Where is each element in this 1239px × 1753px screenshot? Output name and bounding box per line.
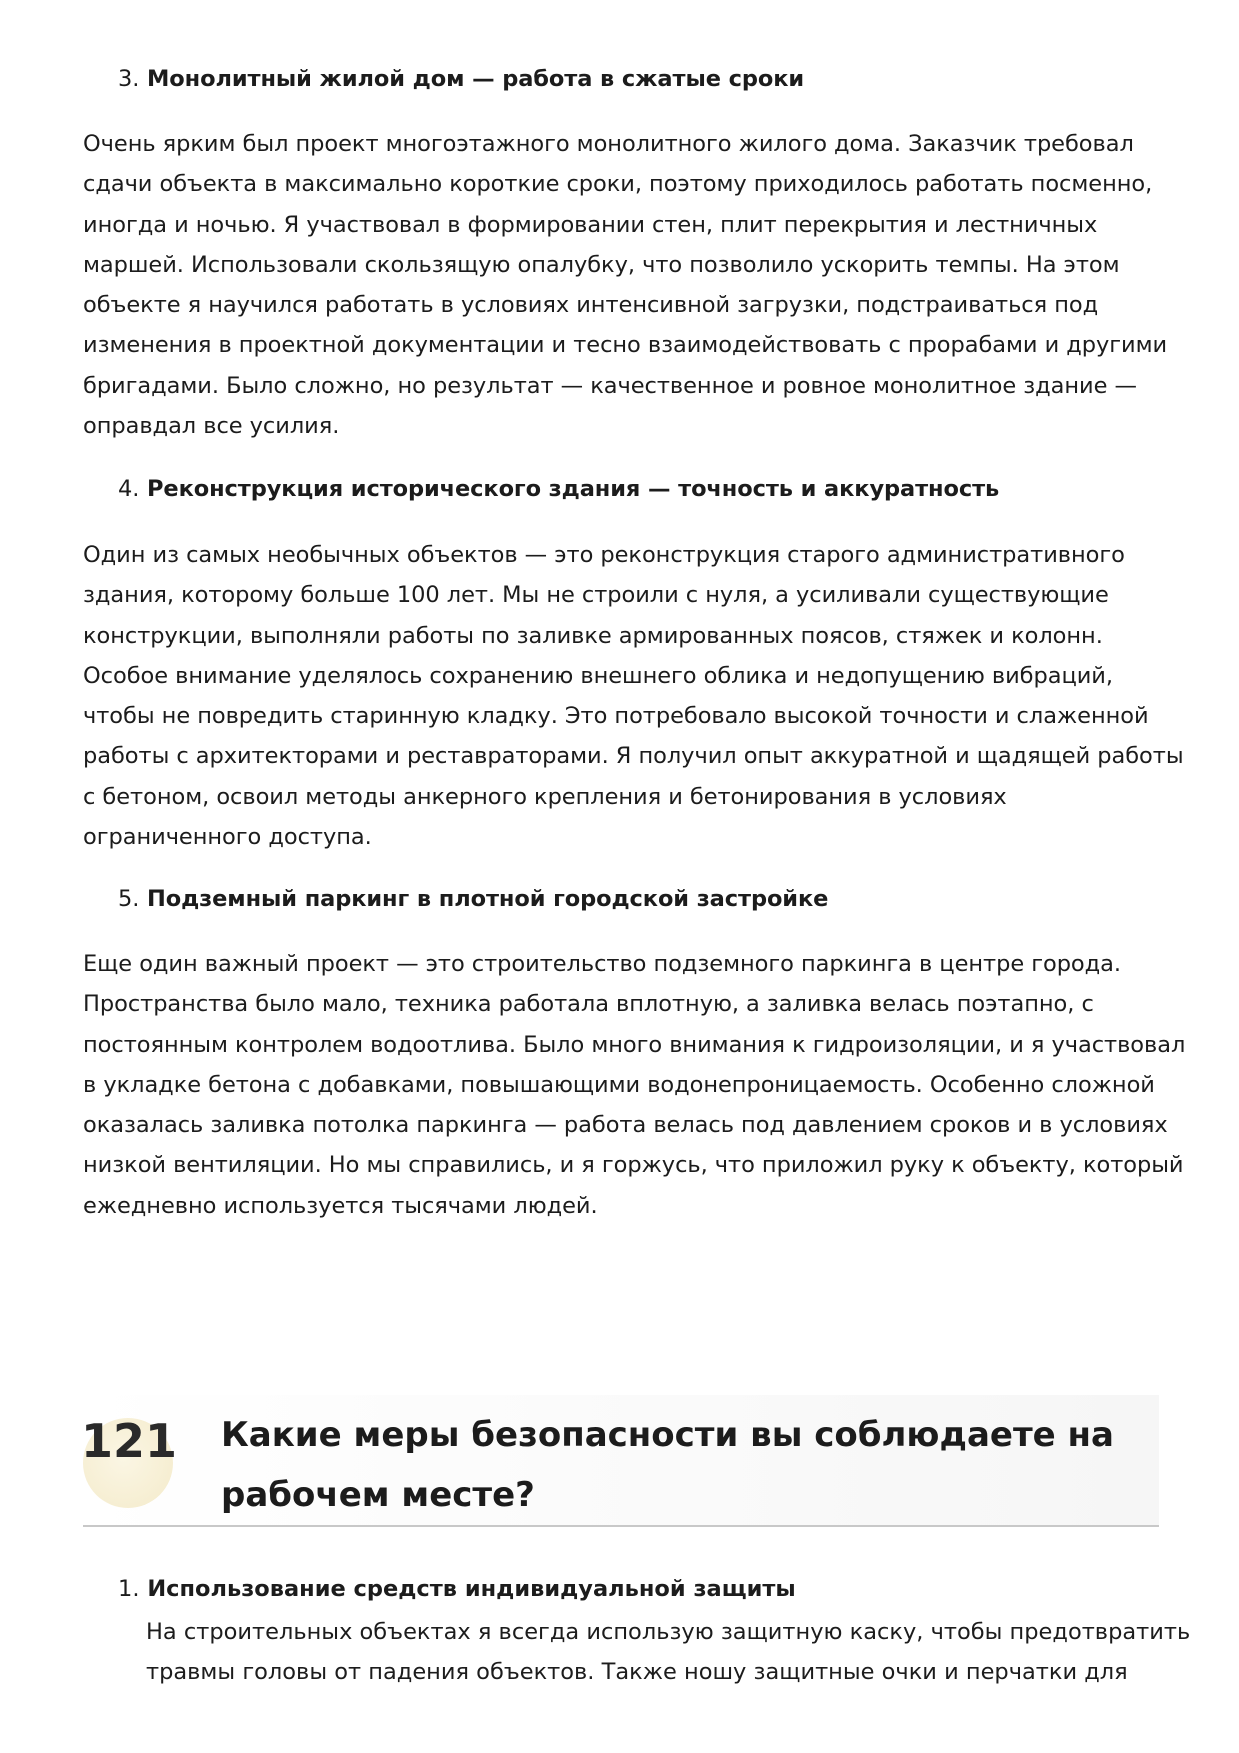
- paragraph-line: изменения в проектной документации и тесно взаимодействовать с прорабами и другими: [83, 332, 1168, 359]
- paragraph-line: работы с архитекторами и реставраторами. Я получил опыт аккуратной и щадящей работы: [83, 743, 1184, 770]
- question-header: [80, 1395, 1159, 1527]
- paragraph-line: конструкции, выполняли работы по заливке армированных поясов, стяжек и колонн.: [83, 622, 1103, 649]
- paragraph-line: иногда и ночью. Я участвовал в формировании стен, плит перекрытия и лестничных: [83, 211, 1098, 238]
- paragraph-line: низкой вентиляции. Но мы справились, и я горжусь, что приложил руку к объекту, который: [83, 1152, 1184, 1179]
- item-3-heading: [118, 64, 804, 94]
- item-3-number: 3.: [118, 66, 140, 92]
- paragraph-line: с бетоном, освоил методы анкерного крепления и бетонирования в условиях: [83, 783, 1007, 810]
- item-3-title: Монолитный жилой дом — работа в сжатые сроки: [147, 66, 805, 92]
- paragraph-line: На строительных объектах я всегда использую защитную каску, чтобы предотвратить: [146, 1619, 1191, 1645]
- answer-1-number: 1.: [118, 1576, 140, 1602]
- question-title-line: Какие меры безопасности вы соблюдаете на: [221, 1415, 1114, 1455]
- paragraph-line: травмы головы от падения объектов. Также ношу защитные очки и перчатки для: [146, 1659, 1128, 1686]
- item-4-number: 4.: [118, 476, 140, 502]
- paragraph-line: бригадами. Было сложно, но результат — качественное и ровное монолитное здание —: [83, 372, 1137, 399]
- paragraph-line: Очень ярким был проект многоэтажного монолитного жилого дома. Заказчик требовал: [83, 131, 1134, 157]
- item-5-paragraph: [83, 944, 1186, 1226]
- item-5-title: Подземный паркинг в плотной городской застройке: [147, 886, 829, 912]
- paragraph-line: ежедневно используется тысячами людей.: [83, 1192, 598, 1219]
- paragraph-line: в укладке бетона с добавками, повышающими водонепроницаемость. Особенно сложной: [83, 1071, 1155, 1098]
- paragraph-line: Особое внимание уделялось сохранению внешнего облика и недопущению вибраций,: [83, 662, 1113, 689]
- question-number: 121: [80, 1414, 178, 1468]
- paragraph-line: Один из самых необычных объектов — это реконструкция старого административного: [83, 542, 1125, 568]
- item-4-heading: [118, 474, 999, 504]
- paragraph-line: маршей. Использовали скользящую опалубку, что позволило ускорить темпы. На этом: [83, 251, 1120, 278]
- item-4-title: Реконструкция исторического здания — точность и аккуратность: [147, 476, 1000, 502]
- paragraph-line: ограниченного доступа.: [83, 824, 372, 851]
- item-5-heading: [118, 884, 828, 914]
- item-4-paragraph: [83, 535, 1184, 857]
- answer-1-heading: [118, 1574, 796, 1604]
- paragraph-line: оправдал все усилия.: [83, 413, 340, 440]
- question-divider: [83, 1525, 1159, 1527]
- item-3-paragraph: [83, 124, 1178, 446]
- answer-1-title: Использование средств индивидуальной защиты: [147, 1576, 796, 1602]
- item-5-number: 5.: [118, 886, 140, 912]
- paragraph-line: постоянным контролем водоотлива. Было много внимания к гидроизоляции, и я участвовал: [83, 1031, 1186, 1058]
- question-title-line: рабочем месте?: [221, 1475, 535, 1515]
- paragraph-line: здания, которому больше 100 лет. Мы не строили с нуля, а усиливали существующие: [83, 582, 1109, 609]
- question-title: [221, 1405, 1114, 1525]
- paragraph-line: объекте я научился работать в условиях интенсивной загрузки, подстраиваться под: [83, 292, 1099, 319]
- paragraph-line: Еще один важный проект — это строительство подземного паркинга в центре города.: [83, 951, 1121, 977]
- paragraph-line: чтобы не повредить старинную кладку. Это потребовало высокой точности и слаженной: [83, 703, 1149, 730]
- paragraph-line: сдачи объекта в максимально короткие сроки, поэтому приходилось работать посменно,: [83, 171, 1153, 198]
- answer-1-paragraph: [146, 1612, 1190, 1693]
- paragraph-line: оказалась заливка потолка паркинга — работа велась под давлением сроков и в условиях: [83, 1112, 1168, 1139]
- paragraph-line: Пространства было мало, техника работала вплотную, а заливка велась поэтапно, с: [83, 991, 1094, 1018]
